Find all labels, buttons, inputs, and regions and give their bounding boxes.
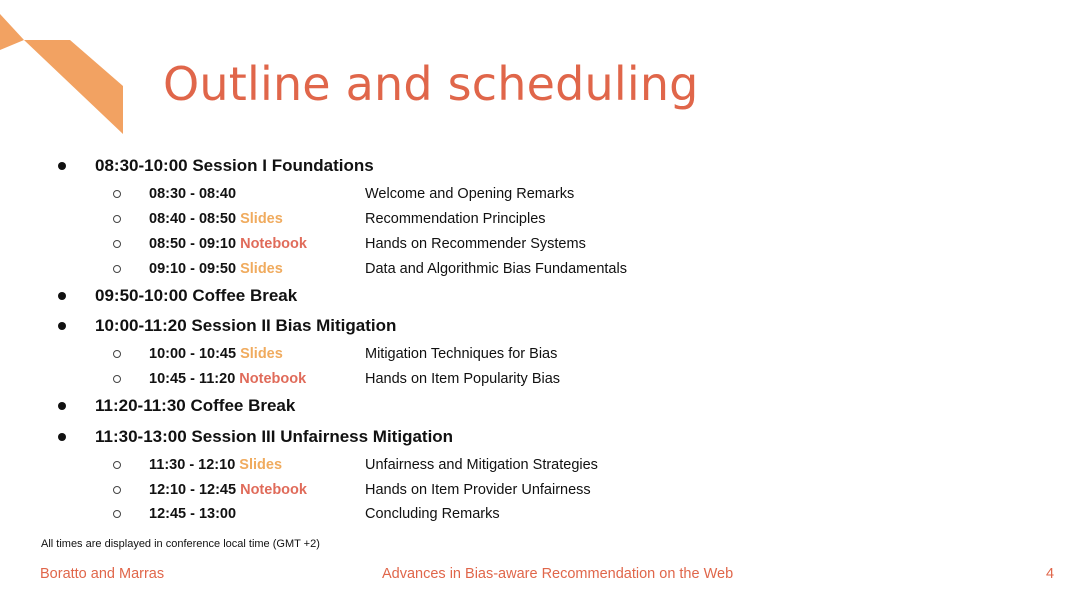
- schedule-description: Recommendation Principles: [365, 211, 546, 227]
- bullet-dot: [58, 292, 66, 300]
- bullet-dot: [58, 433, 66, 441]
- session-heading: 09:50-10:00 Coffee Break: [95, 286, 298, 305]
- schedule-time: 08:30 - 08:40: [149, 186, 237, 202]
- timezone-note: All times are displayed in conference local time (GMT +2): [41, 538, 320, 550]
- session-heading: 11:30-13:00 Session III Unfairness Mitigation: [95, 427, 454, 446]
- decor-stripe-large: [0, 14, 123, 134]
- slide-title: Outline and scheduling: [163, 57, 699, 111]
- sub-bullet-circle: [113, 215, 121, 223]
- slides-link[interactable]: Slides: [239, 457, 283, 473]
- schedule-time: 12:45 - 13:00: [149, 506, 237, 522]
- bullet-dot: [58, 402, 66, 410]
- bullet-dot: [58, 322, 66, 330]
- slides-link[interactable]: Slides: [240, 211, 283, 227]
- notebook-link[interactable]: Notebook: [239, 371, 307, 387]
- sub-bullet-circle: [113, 486, 121, 494]
- sub-bullet-circle: [113, 240, 121, 248]
- sub-bullet-circle: [113, 461, 121, 469]
- decor-stripe-small: [0, 14, 24, 50]
- bullet-dot: [58, 162, 66, 170]
- schedule-time: 10:00 - 10:45 Slides: [149, 346, 283, 362]
- schedule-description: Concluding Remarks: [365, 506, 500, 522]
- sub-bullet-circle: [113, 265, 121, 273]
- corner-decoration: [0, 0, 130, 140]
- schedule-time: 08:40 - 08:50 Slides: [149, 211, 283, 227]
- sub-bullet-circle: [113, 350, 121, 358]
- sub-bullet-circle: [113, 190, 121, 198]
- session-heading: 10:00-11:20 Session II Bias Mitigation: [95, 316, 397, 335]
- schedule-time: 11:30 - 12:10 Slides: [149, 457, 283, 473]
- footer-authors: Boratto and Marras: [40, 566, 165, 582]
- notebook-link[interactable]: Notebook: [240, 482, 307, 498]
- session-heading: 08:30-10:00 Session I Foundations: [95, 156, 374, 175]
- session-heading: 11:20-11:30 Coffee Break: [95, 396, 296, 415]
- schedule-description: Unfairness and Mitigation Strategies: [365, 457, 598, 473]
- schedule-description: Hands on Recommender Systems: [365, 236, 586, 252]
- sub-bullet-circle: [113, 375, 121, 383]
- schedule-time: 10:45 - 11:20 Notebook: [149, 371, 307, 387]
- page-number: 4: [1046, 566, 1055, 582]
- schedule-description: Welcome and Opening Remarks: [365, 186, 575, 202]
- slides-link[interactable]: Slides: [240, 346, 283, 362]
- schedule-time: 09:10 - 09:50 Slides: [149, 261, 283, 277]
- notebook-link[interactable]: Notebook: [240, 236, 307, 252]
- sub-bullet-circle: [113, 510, 121, 518]
- schedule-description: Hands on Item Popularity Bias: [365, 371, 561, 387]
- schedule-description: Data and Algorithmic Bias Fundamentals: [365, 261, 627, 277]
- schedule-description: Mitigation Techniques for Bias: [365, 346, 558, 362]
- schedule-time: 08:50 - 09:10 Notebook: [149, 236, 307, 252]
- schedule-time: 12:10 - 12:45 Notebook: [149, 482, 307, 498]
- schedule-description: Hands on Item Provider Unfairness: [365, 482, 591, 498]
- footer-talk-title: Advances in Bias-aware Recommendation on the Web: [382, 566, 734, 582]
- slides-link[interactable]: Slides: [240, 261, 283, 277]
